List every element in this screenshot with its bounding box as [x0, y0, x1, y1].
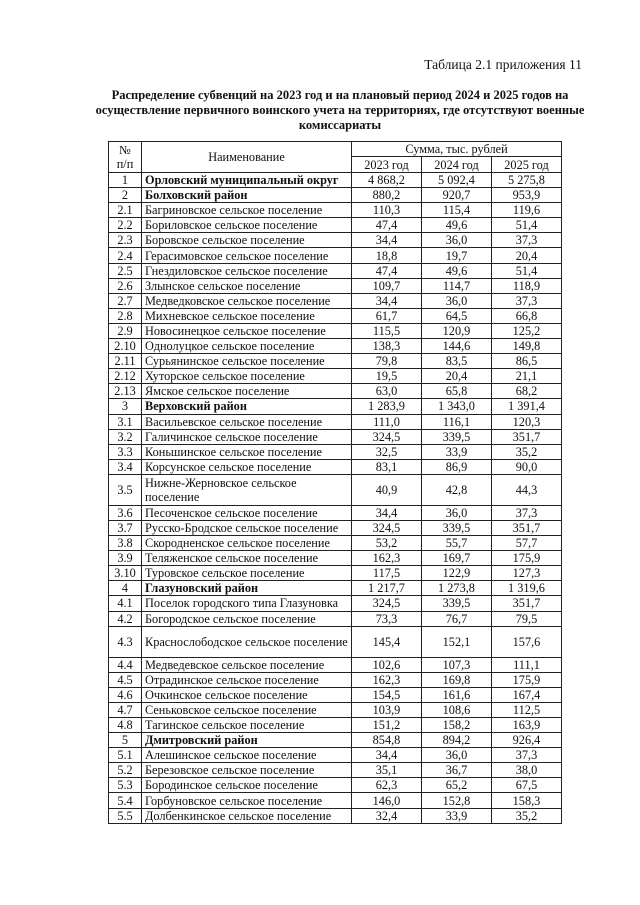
value-2025: 35,2	[492, 444, 562, 459]
table-row	[109, 748, 562, 763]
row-name: Гнездиловское сельское поселение	[142, 263, 352, 278]
header-number-line: №	[119, 143, 131, 157]
value-2024: 36,0	[422, 233, 492, 248]
row-name: Галичинское сельское поселение	[142, 429, 352, 444]
row-name: Однолуцкое сельское поселение	[142, 339, 352, 354]
row-number: 3.8	[109, 536, 142, 551]
value-2025: 20,4	[492, 248, 562, 263]
value-2024: 107,3	[422, 657, 492, 672]
row-name: Теляженское сельское поселение	[142, 551, 352, 566]
value-2025: 118,9	[492, 278, 562, 293]
header-year-2025: 2025 год	[492, 157, 562, 173]
row-number: 3.9	[109, 551, 142, 566]
table-row	[109, 520, 562, 535]
table-row	[109, 354, 562, 369]
value-2023: 83,1	[352, 459, 422, 474]
row-name: Нижне-Жерновское сельское поселение	[142, 474, 352, 505]
table-row	[109, 459, 562, 474]
row-name: Багриновское сельское поселение	[142, 203, 352, 218]
row-number: 2.6	[109, 278, 142, 293]
value-2025: 158,3	[492, 793, 562, 808]
value-2025: 44,3	[492, 474, 562, 505]
value-2024: 36,0	[422, 293, 492, 308]
value-2025: 111,1	[492, 657, 562, 672]
title-line: осуществление первичного воинского учета на территориях, где отсутствуют военные	[95, 103, 585, 117]
value-2025: 51,4	[492, 218, 562, 233]
value-2025: 119,6	[492, 203, 562, 218]
row-number: 3.3	[109, 444, 142, 459]
value-2023: 73,3	[352, 611, 422, 626]
value-2023: 4 868,2	[352, 173, 422, 188]
value-2024: 65,8	[422, 384, 492, 399]
table-row	[109, 369, 562, 384]
value-2025: 21,1	[492, 369, 562, 384]
row-name: Русско-Бродское сельское поселение	[142, 520, 352, 535]
row-name: Корсунское сельское поселение	[142, 459, 352, 474]
value-2023: 880,2	[352, 188, 422, 203]
row-name: Поселок городского типа Глазуновка	[142, 596, 352, 611]
row-number: 3.7	[109, 520, 142, 535]
value-2023: 115,5	[352, 323, 422, 338]
value-2025: 149,8	[492, 339, 562, 354]
value-2023: 35,1	[352, 763, 422, 778]
title-line: Распределение субвенций на 2023 год и на плановый период 2024 и 2025 годов на	[111, 88, 569, 102]
row-name: Песоченское сельское поселение	[142, 505, 352, 520]
value-2023: 19,5	[352, 369, 422, 384]
value-2023: 324,5	[352, 596, 422, 611]
value-2023: 1 283,9	[352, 399, 422, 414]
document-title	[70, 88, 610, 133]
value-2024: 339,5	[422, 596, 492, 611]
row-name: Краснослободское сельское поселение	[142, 626, 352, 657]
value-2023: 854,8	[352, 733, 422, 748]
table-row	[109, 733, 562, 748]
row-number: 4	[109, 581, 142, 596]
value-2025: 157,6	[492, 626, 562, 657]
table-row	[109, 778, 562, 793]
table-row	[109, 763, 562, 778]
value-2023: 34,4	[352, 748, 422, 763]
row-name: Березовское сельское поселение	[142, 763, 352, 778]
row-name: Дмитровский район	[142, 733, 352, 748]
row-name: Ямское сельское поселение	[142, 384, 352, 399]
table-row	[109, 702, 562, 717]
row-number: 4.1	[109, 596, 142, 611]
row-number: 4.5	[109, 672, 142, 687]
value-2024: 158,2	[422, 718, 492, 733]
row-number: 3.5	[109, 474, 142, 505]
value-2025: 37,3	[492, 505, 562, 520]
table-row	[109, 566, 562, 581]
value-2024: 86,9	[422, 459, 492, 474]
table-row	[109, 323, 562, 338]
row-name: Новосинецкое сельское поселение	[142, 323, 352, 338]
header-sum: Сумма, тыс. рублей	[352, 142, 562, 157]
table-row	[109, 293, 562, 308]
row-name: Очкинское сельское поселение	[142, 687, 352, 702]
table-row	[109, 414, 562, 429]
value-2025: 125,2	[492, 323, 562, 338]
row-number: 2.7	[109, 293, 142, 308]
value-2024: 115,4	[422, 203, 492, 218]
row-name: Герасимовское сельское поселение	[142, 248, 352, 263]
value-2025: 175,9	[492, 672, 562, 687]
value-2025: 112,5	[492, 702, 562, 717]
row-name: Долбенкинское сельское поселение	[142, 808, 352, 823]
value-2023: 34,4	[352, 505, 422, 520]
value-2024: 55,7	[422, 536, 492, 551]
row-number: 4.7	[109, 702, 142, 717]
value-2023: 61,7	[352, 308, 422, 323]
value-2024: 49,6	[422, 218, 492, 233]
value-2023: 40,9	[352, 474, 422, 505]
value-2025: 5 275,8	[492, 173, 562, 188]
value-2023: 162,3	[352, 672, 422, 687]
value-2023: 110,3	[352, 203, 422, 218]
row-number: 2.9	[109, 323, 142, 338]
row-number: 5.3	[109, 778, 142, 793]
value-2024: 65,2	[422, 778, 492, 793]
row-name: Васильевское сельское поселение	[142, 414, 352, 429]
value-2023: 53,2	[352, 536, 422, 551]
value-2024: 108,6	[422, 702, 492, 717]
value-2025: 90,0	[492, 459, 562, 474]
value-2023: 1 217,7	[352, 581, 422, 596]
table-row	[109, 536, 562, 551]
row-number: 2.13	[109, 384, 142, 399]
value-2024: 152,8	[422, 793, 492, 808]
value-2023: 47,4	[352, 263, 422, 278]
table-row	[109, 808, 562, 823]
value-2024: 36,0	[422, 748, 492, 763]
value-2024: 76,7	[422, 611, 492, 626]
row-number: 3.10	[109, 566, 142, 581]
table-row	[109, 203, 562, 218]
table-body	[109, 173, 562, 824]
row-number: 2.3	[109, 233, 142, 248]
value-2024: 1 273,8	[422, 581, 492, 596]
header-year-2024: 2024 год	[422, 157, 492, 173]
row-name: Туровское сельское поселение	[142, 566, 352, 581]
value-2024: 42,8	[422, 474, 492, 505]
value-2025: 51,4	[492, 263, 562, 278]
value-2025: 86,5	[492, 354, 562, 369]
table-caption: Таблица 2.1 приложения 11	[424, 57, 582, 72]
table-row	[109, 505, 562, 520]
table-row	[109, 188, 562, 203]
row-name: Сеньковское сельское поселение	[142, 702, 352, 717]
row-name: Бородинское сельское поселение	[142, 778, 352, 793]
value-2025: 38,0	[492, 763, 562, 778]
value-2023: 138,3	[352, 339, 422, 354]
value-2025: 351,7	[492, 520, 562, 535]
row-name: Злынское сельское поселение	[142, 278, 352, 293]
value-2024: 161,6	[422, 687, 492, 702]
row-number: 2.12	[109, 369, 142, 384]
value-2025: 68,2	[492, 384, 562, 399]
row-number: 3.2	[109, 429, 142, 444]
value-2024: 5 092,4	[422, 173, 492, 188]
value-2024: 36,7	[422, 763, 492, 778]
row-name: Сурьянинское сельское поселение	[142, 354, 352, 369]
value-2024: 920,7	[422, 188, 492, 203]
row-name: Тагинское сельское поселение	[142, 718, 352, 733]
table-row	[109, 173, 562, 188]
row-number: 4.6	[109, 687, 142, 702]
header-number	[109, 142, 142, 173]
value-2024: 894,2	[422, 733, 492, 748]
value-2023: 47,4	[352, 218, 422, 233]
value-2023: 111,0	[352, 414, 422, 429]
value-2024: 20,4	[422, 369, 492, 384]
row-number: 4.8	[109, 718, 142, 733]
value-2023: 117,5	[352, 566, 422, 581]
table-row	[109, 399, 562, 414]
row-number: 5.5	[109, 808, 142, 823]
value-2025: 66,8	[492, 308, 562, 323]
row-number: 2.1	[109, 203, 142, 218]
table-row	[109, 611, 562, 626]
title-line: комиссариаты	[298, 118, 382, 132]
value-2023: 34,4	[352, 293, 422, 308]
value-2024: 116,1	[422, 414, 492, 429]
header-name: Наименование	[142, 142, 352, 173]
table-row	[109, 657, 562, 672]
table-row	[109, 596, 562, 611]
value-2023: 146,0	[352, 793, 422, 808]
value-2023: 324,5	[352, 520, 422, 535]
row-number: 5.2	[109, 763, 142, 778]
value-2023: 145,4	[352, 626, 422, 657]
value-2023: 79,8	[352, 354, 422, 369]
value-2024: 144,6	[422, 339, 492, 354]
table-row	[109, 263, 562, 278]
value-2024: 49,6	[422, 263, 492, 278]
value-2023: 324,5	[352, 429, 422, 444]
row-number: 4.4	[109, 657, 142, 672]
value-2023: 32,5	[352, 444, 422, 459]
value-2025: 57,7	[492, 536, 562, 551]
subsidy-table	[108, 141, 562, 824]
value-2024: 169,8	[422, 672, 492, 687]
table-row	[109, 626, 562, 657]
row-name: Богородское сельское поселение	[142, 611, 352, 626]
value-2025: 163,9	[492, 718, 562, 733]
row-number: 4.3	[109, 626, 142, 657]
table-row	[109, 551, 562, 566]
table-row	[109, 278, 562, 293]
row-name: Горбуновское сельское поселение	[142, 793, 352, 808]
table-row	[109, 384, 562, 399]
row-name: Орловский муниципальный округ	[142, 173, 352, 188]
value-2025: 67,5	[492, 778, 562, 793]
value-2023: 102,6	[352, 657, 422, 672]
value-2025: 79,5	[492, 611, 562, 626]
value-2023: 32,4	[352, 808, 422, 823]
row-number: 3.4	[109, 459, 142, 474]
value-2024: 339,5	[422, 520, 492, 535]
row-number: 2	[109, 188, 142, 203]
value-2025: 37,3	[492, 233, 562, 248]
row-number: 2.11	[109, 354, 142, 369]
row-name: Хуторское сельское поселение	[142, 369, 352, 384]
row-name: Отрадинское сельское поселение	[142, 672, 352, 687]
row-name: Болховский район	[142, 188, 352, 203]
value-2024: 36,0	[422, 505, 492, 520]
value-2024: 152,1	[422, 626, 492, 657]
row-name: Медведковское сельское поселение	[142, 293, 352, 308]
row-name: Алешинское сельское поселение	[142, 748, 352, 763]
value-2024: 1 343,0	[422, 399, 492, 414]
table-row	[109, 339, 562, 354]
row-number: 3.1	[109, 414, 142, 429]
row-name: Коньшинское сельское поселение	[142, 444, 352, 459]
row-number: 2.5	[109, 263, 142, 278]
row-name: Медведевское сельское поселение	[142, 657, 352, 672]
table-row	[109, 308, 562, 323]
table-row	[109, 474, 562, 505]
row-name: Верховский район	[142, 399, 352, 414]
row-name: Боровское сельское поселение	[142, 233, 352, 248]
value-2023: 103,9	[352, 702, 422, 717]
table-row	[109, 581, 562, 596]
row-number: 5.4	[109, 793, 142, 808]
value-2025: 351,7	[492, 596, 562, 611]
table-row	[109, 793, 562, 808]
value-2023: 109,7	[352, 278, 422, 293]
row-name: Скородненское сельское поселение	[142, 536, 352, 551]
value-2025: 1 319,6	[492, 581, 562, 596]
value-2023: 162,3	[352, 551, 422, 566]
value-2024: 169,7	[422, 551, 492, 566]
table-row	[109, 718, 562, 733]
value-2024: 83,5	[422, 354, 492, 369]
row-number: 5	[109, 733, 142, 748]
value-2025: 953,9	[492, 188, 562, 203]
value-2025: 35,2	[492, 808, 562, 823]
value-2024: 19,7	[422, 248, 492, 263]
value-2023: 151,2	[352, 718, 422, 733]
value-2023: 63,0	[352, 384, 422, 399]
value-2024: 339,5	[422, 429, 492, 444]
row-number: 3	[109, 399, 142, 414]
header-year-2023: 2023 год	[352, 157, 422, 173]
value-2024: 33,9	[422, 808, 492, 823]
row-number: 2.10	[109, 339, 142, 354]
value-2023: 34,4	[352, 233, 422, 248]
row-name: Глазуновский район	[142, 581, 352, 596]
row-name: Бориловское сельское поселение	[142, 218, 352, 233]
header-number-line: п/п	[116, 157, 134, 171]
table-row	[109, 429, 562, 444]
value-2023: 62,3	[352, 778, 422, 793]
row-number: 1	[109, 173, 142, 188]
value-2025: 167,4	[492, 687, 562, 702]
table-row	[109, 687, 562, 702]
value-2025: 127,3	[492, 566, 562, 581]
row-number: 2.4	[109, 248, 142, 263]
value-2024: 122,9	[422, 566, 492, 581]
row-number: 2.8	[109, 308, 142, 323]
value-2023: 18,8	[352, 248, 422, 263]
value-2025: 37,3	[492, 748, 562, 763]
table-row	[109, 218, 562, 233]
value-2024: 64,5	[422, 308, 492, 323]
table-row	[109, 444, 562, 459]
table-row	[109, 248, 562, 263]
value-2025: 37,3	[492, 293, 562, 308]
value-2025: 120,3	[492, 414, 562, 429]
table-row	[109, 672, 562, 687]
value-2024: 33,9	[422, 444, 492, 459]
row-number: 4.2	[109, 611, 142, 626]
value-2025: 1 391,4	[492, 399, 562, 414]
value-2024: 120,9	[422, 323, 492, 338]
value-2023: 154,5	[352, 687, 422, 702]
table-row	[109, 233, 562, 248]
row-number: 5.1	[109, 748, 142, 763]
row-number: 2.2	[109, 218, 142, 233]
value-2025: 175,9	[492, 551, 562, 566]
value-2025: 926,4	[492, 733, 562, 748]
row-name: Михневское сельское поселение	[142, 308, 352, 323]
value-2024: 114,7	[422, 278, 492, 293]
value-2025: 351,7	[492, 429, 562, 444]
row-number: 3.6	[109, 505, 142, 520]
